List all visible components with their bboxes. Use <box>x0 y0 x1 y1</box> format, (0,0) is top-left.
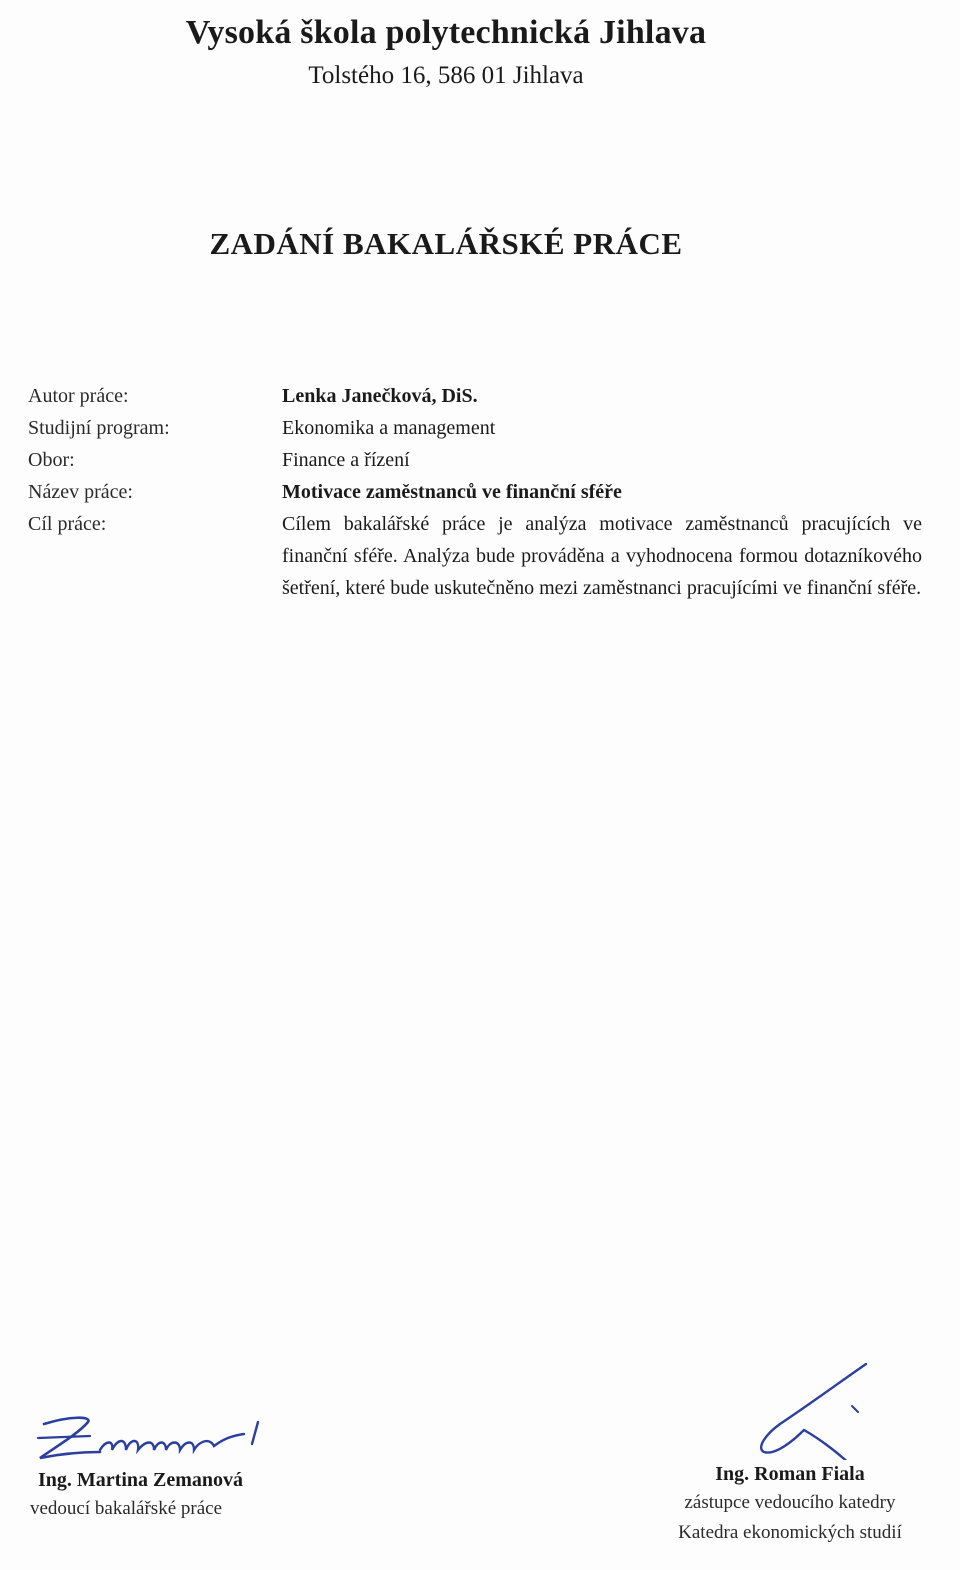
field-row-thesis-goal <box>28 508 922 604</box>
field-value: Cílem bakalářské práce je analýza motivace zaměstnanců pracujících ve finanční sféře. Analýza bude prováděna a vyhodnocena formou dotazníkového šetření, které bude uskutečněno mezi zaměstnanci pracujícími ve finanční sféře. <box>282 513 922 599</box>
field-row-thesis-title <box>28 476 922 508</box>
field-label: Obor: <box>28 449 75 471</box>
field-row-field-of-study <box>28 444 922 476</box>
assignment-fields <box>28 380 922 604</box>
field-label: Studijní program: <box>28 417 170 439</box>
document-title: ZADÁNÍ BAKALÁŘSKÉ PRÁCE <box>209 226 683 261</box>
school-name: Vysoká škola polytechnická Jihlava <box>185 14 707 51</box>
field-label: Autor práce: <box>28 385 129 407</box>
field-value: Motivace zaměstnanců ve finanční sféře <box>282 481 622 503</box>
field-label: Název práce: <box>28 481 133 503</box>
field-row-program <box>28 412 922 444</box>
field-value: Lenka Janečková, DiS. <box>282 385 478 407</box>
signature-block-supervisor <box>30 1410 310 1524</box>
deputy-head-role: zástupce vedoucího katedry <box>684 1492 896 1513</box>
handwritten-signature-zemanova <box>30 1410 280 1466</box>
supervisor-role: vedoucí bakalářské práce <box>30 1498 223 1519</box>
department-name: Katedra ekonomických studií <box>678 1522 902 1543</box>
school-address: Tolstého 16, 586 01 Jihlava <box>308 62 584 89</box>
field-row-author <box>28 380 922 412</box>
signature-block-deputy-head <box>640 1360 940 1548</box>
deputy-head-name: Ing. Roman Fiala <box>715 1463 865 1485</box>
supervisor-name: Ing. Martina Zemanová <box>38 1469 243 1491</box>
field-value: Finance a řízení <box>282 449 410 471</box>
field-value: Ekonomika a management <box>282 417 496 439</box>
field-label: Cíl práce: <box>28 513 107 535</box>
handwritten-signature-fiala <box>640 1360 940 1460</box>
